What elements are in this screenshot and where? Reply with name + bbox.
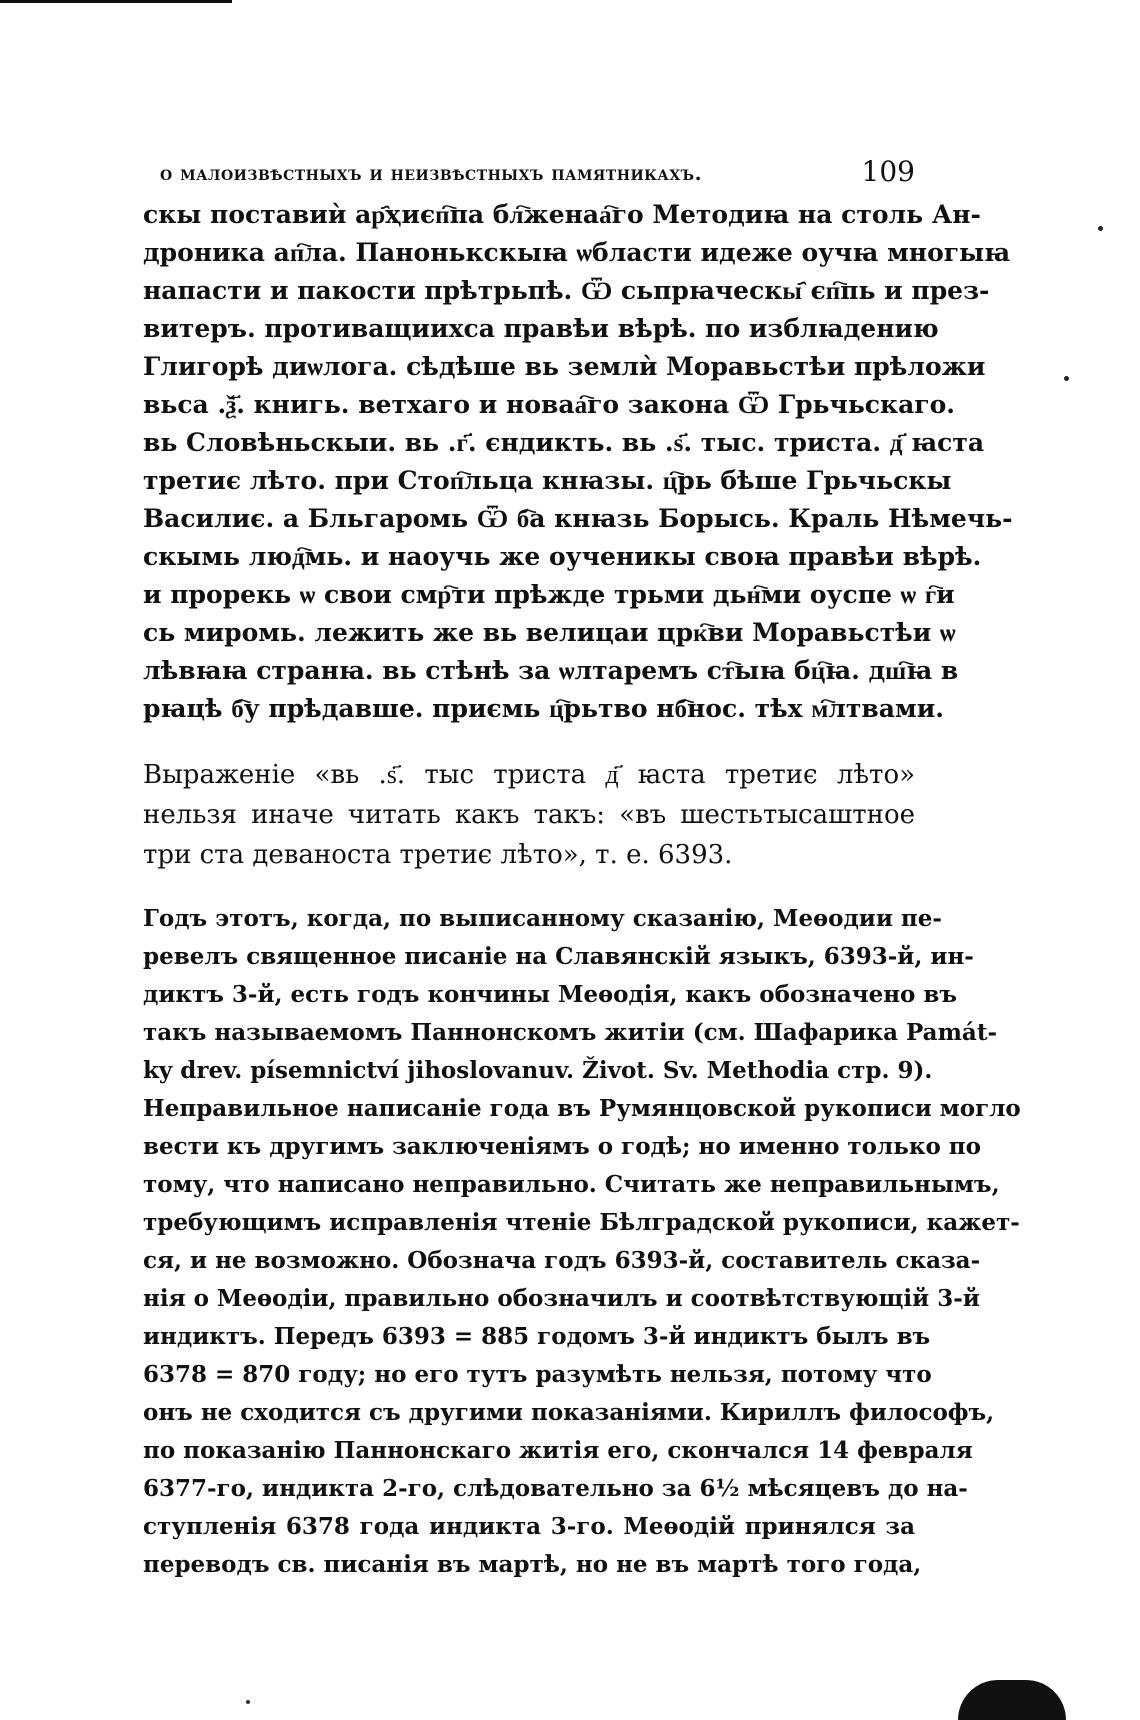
body-line: ревелъ священное писаніе на Славянскій языкъ, 6393-й, ин-: [143, 943, 974, 970]
page-number: 109: [861, 155, 915, 188]
quote-line: напасти и пакости прѣтрьпѣ. Ѿ сьпрꙗческы҄ єп҇пь и през-: [143, 276, 990, 305]
remark-line: Выраженіе «вь .ѕ҃. тыс триста д҃ ꙗста третиє лѣто»: [143, 760, 915, 790]
quote-line: скы поставиѝ ар҄ҳиєп҇па бл҇женаа҇го Методиꙗ на столь Ан-: [143, 200, 981, 229]
body-line: индиктъ. Передъ 6393 = 885 годомъ 3-й индиктъ былъ въ: [143, 1323, 931, 1350]
remark-line: три ста деваноста третиє лѣто», т. е. 6393.: [143, 840, 733, 870]
page-header: [160, 155, 915, 191]
top-edge-rule: [0, 0, 232, 3]
body-line: такъ называемомъ Паннонскомъ житіи (см. Шафарика Památ-: [143, 1019, 997, 1046]
body-line: 6378 = 870 году; но его тутъ разумѣть нельзя, потому что: [143, 1361, 932, 1388]
body-line: ky drev. písemnictví jihoslovanuv. Život. Sv. Methodia стр. 9).: [143, 1057, 933, 1084]
quote-line: витеръ. противащиихса правѣи вѣрѣ. по изблꙗдению: [143, 314, 939, 343]
quote-line: Василиє. а Бльгаромь Ѿ б҇а кнꙗзь Борысь. Краль Нѣмечь-: [143, 504, 1013, 533]
body-line: требующимъ исправленія чтеніе Бѣлградской рукописи, кажет-: [143, 1209, 1020, 1236]
quote-line: Глигорѣ диѡлога. сѣдѣше вь землѝ Моравьстѣи прѣложи: [143, 352, 986, 381]
body-line: нія о Меѳодіи, правильно обозначилъ и соотвѣтствующій 3-й: [143, 1285, 980, 1312]
quote-line: вьса .ѯ҃. книгь. ветхаго и новаа҇го закона Ѿ Грьчьскаго.: [143, 390, 955, 419]
body-line: переводъ св. писанія въ мартѣ, но не въ мартѣ того года,: [143, 1551, 922, 1578]
body-line: тому, что написано неправильно. Считать же неправильнымъ,: [143, 1171, 1000, 1198]
margin-dot: [1064, 376, 1069, 381]
running-title: о малоизвѣстныхъ и неизвѣстныхъ памятникахъ.: [160, 161, 703, 185]
body-line: ся, и не возможно. Обознача годъ 6393-й, составитель сказа-: [143, 1247, 981, 1274]
remark-line: нельзя иначе читать какъ такъ: «въ шестьтысаштное: [143, 800, 915, 830]
body-line: ступленія 6378 года индикта 3-го. Меѳодій принялся за: [143, 1513, 915, 1540]
body-line: диктъ 3-й, есть годъ кончины Меѳодія, какъ обозначено въ: [143, 981, 958, 1008]
body-line: Неправильное написаніе года въ Румянцовской рукописи могло: [143, 1095, 1021, 1122]
body-line: по показанію Паннонскаго житія его, скончался 14 февраля: [143, 1437, 973, 1464]
body-line: Годъ этотъ, когда, по выписанному сказанію, Меѳодии пе-: [143, 905, 942, 932]
quote-line: лѣвꙗꙗ странꙗ. вь стѣнѣ за ѡлтаремъ ст҇ыꙗ бц҇ꙗ. дш҇ꙗ в: [143, 656, 959, 685]
quote-line: вь Словѣньскыи. вь .г҃. єндикть. вь .ѕ҃. тыс. триста. д҃ ꙗста: [143, 428, 985, 457]
body-line: 6377-го, индикта 2-го, слѣдовательно за 6½ мѣсяцевъ до на-: [143, 1475, 968, 1502]
quote-line: дроника ап҇ла. Панонькскыꙗ ѡбласти идеже оучꙗ многыꙗ: [143, 238, 1011, 267]
quote-line: сь миромь. лежить же вь велицаи црк҇ви Моравьстѣи ѡ: [143, 618, 956, 647]
scan-corner-mark: [958, 1680, 1066, 1720]
margin-dot: [1098, 226, 1103, 231]
scan-smudge: [246, 1700, 250, 1704]
quote-line: третиє лѣто. при Стоп҇льца кнꙗзы. ц҇рь бѣше Грьчьскы: [143, 466, 952, 495]
body-line: вести къ другимъ заключеніямъ о годѣ; но именно только по: [143, 1133, 981, 1160]
quote-line: скымь люд҇мь. и наоучь же оученикы своꙗ правѣи вѣрѣ.: [143, 542, 982, 571]
body-line: онъ не сходится съ другими показаніями. Кириллъ философъ,: [143, 1399, 995, 1426]
quote-line: и прорекь ѡ свои смр҇ти прѣжде трьми дьн҇ми оуспе ѡ г҇и: [143, 580, 955, 609]
quote-line: рꙗцѣ б҇у прѣдавше. приємь ц҇рьтво нб҇нос. тѣх м҇лтвами.: [143, 694, 944, 723]
